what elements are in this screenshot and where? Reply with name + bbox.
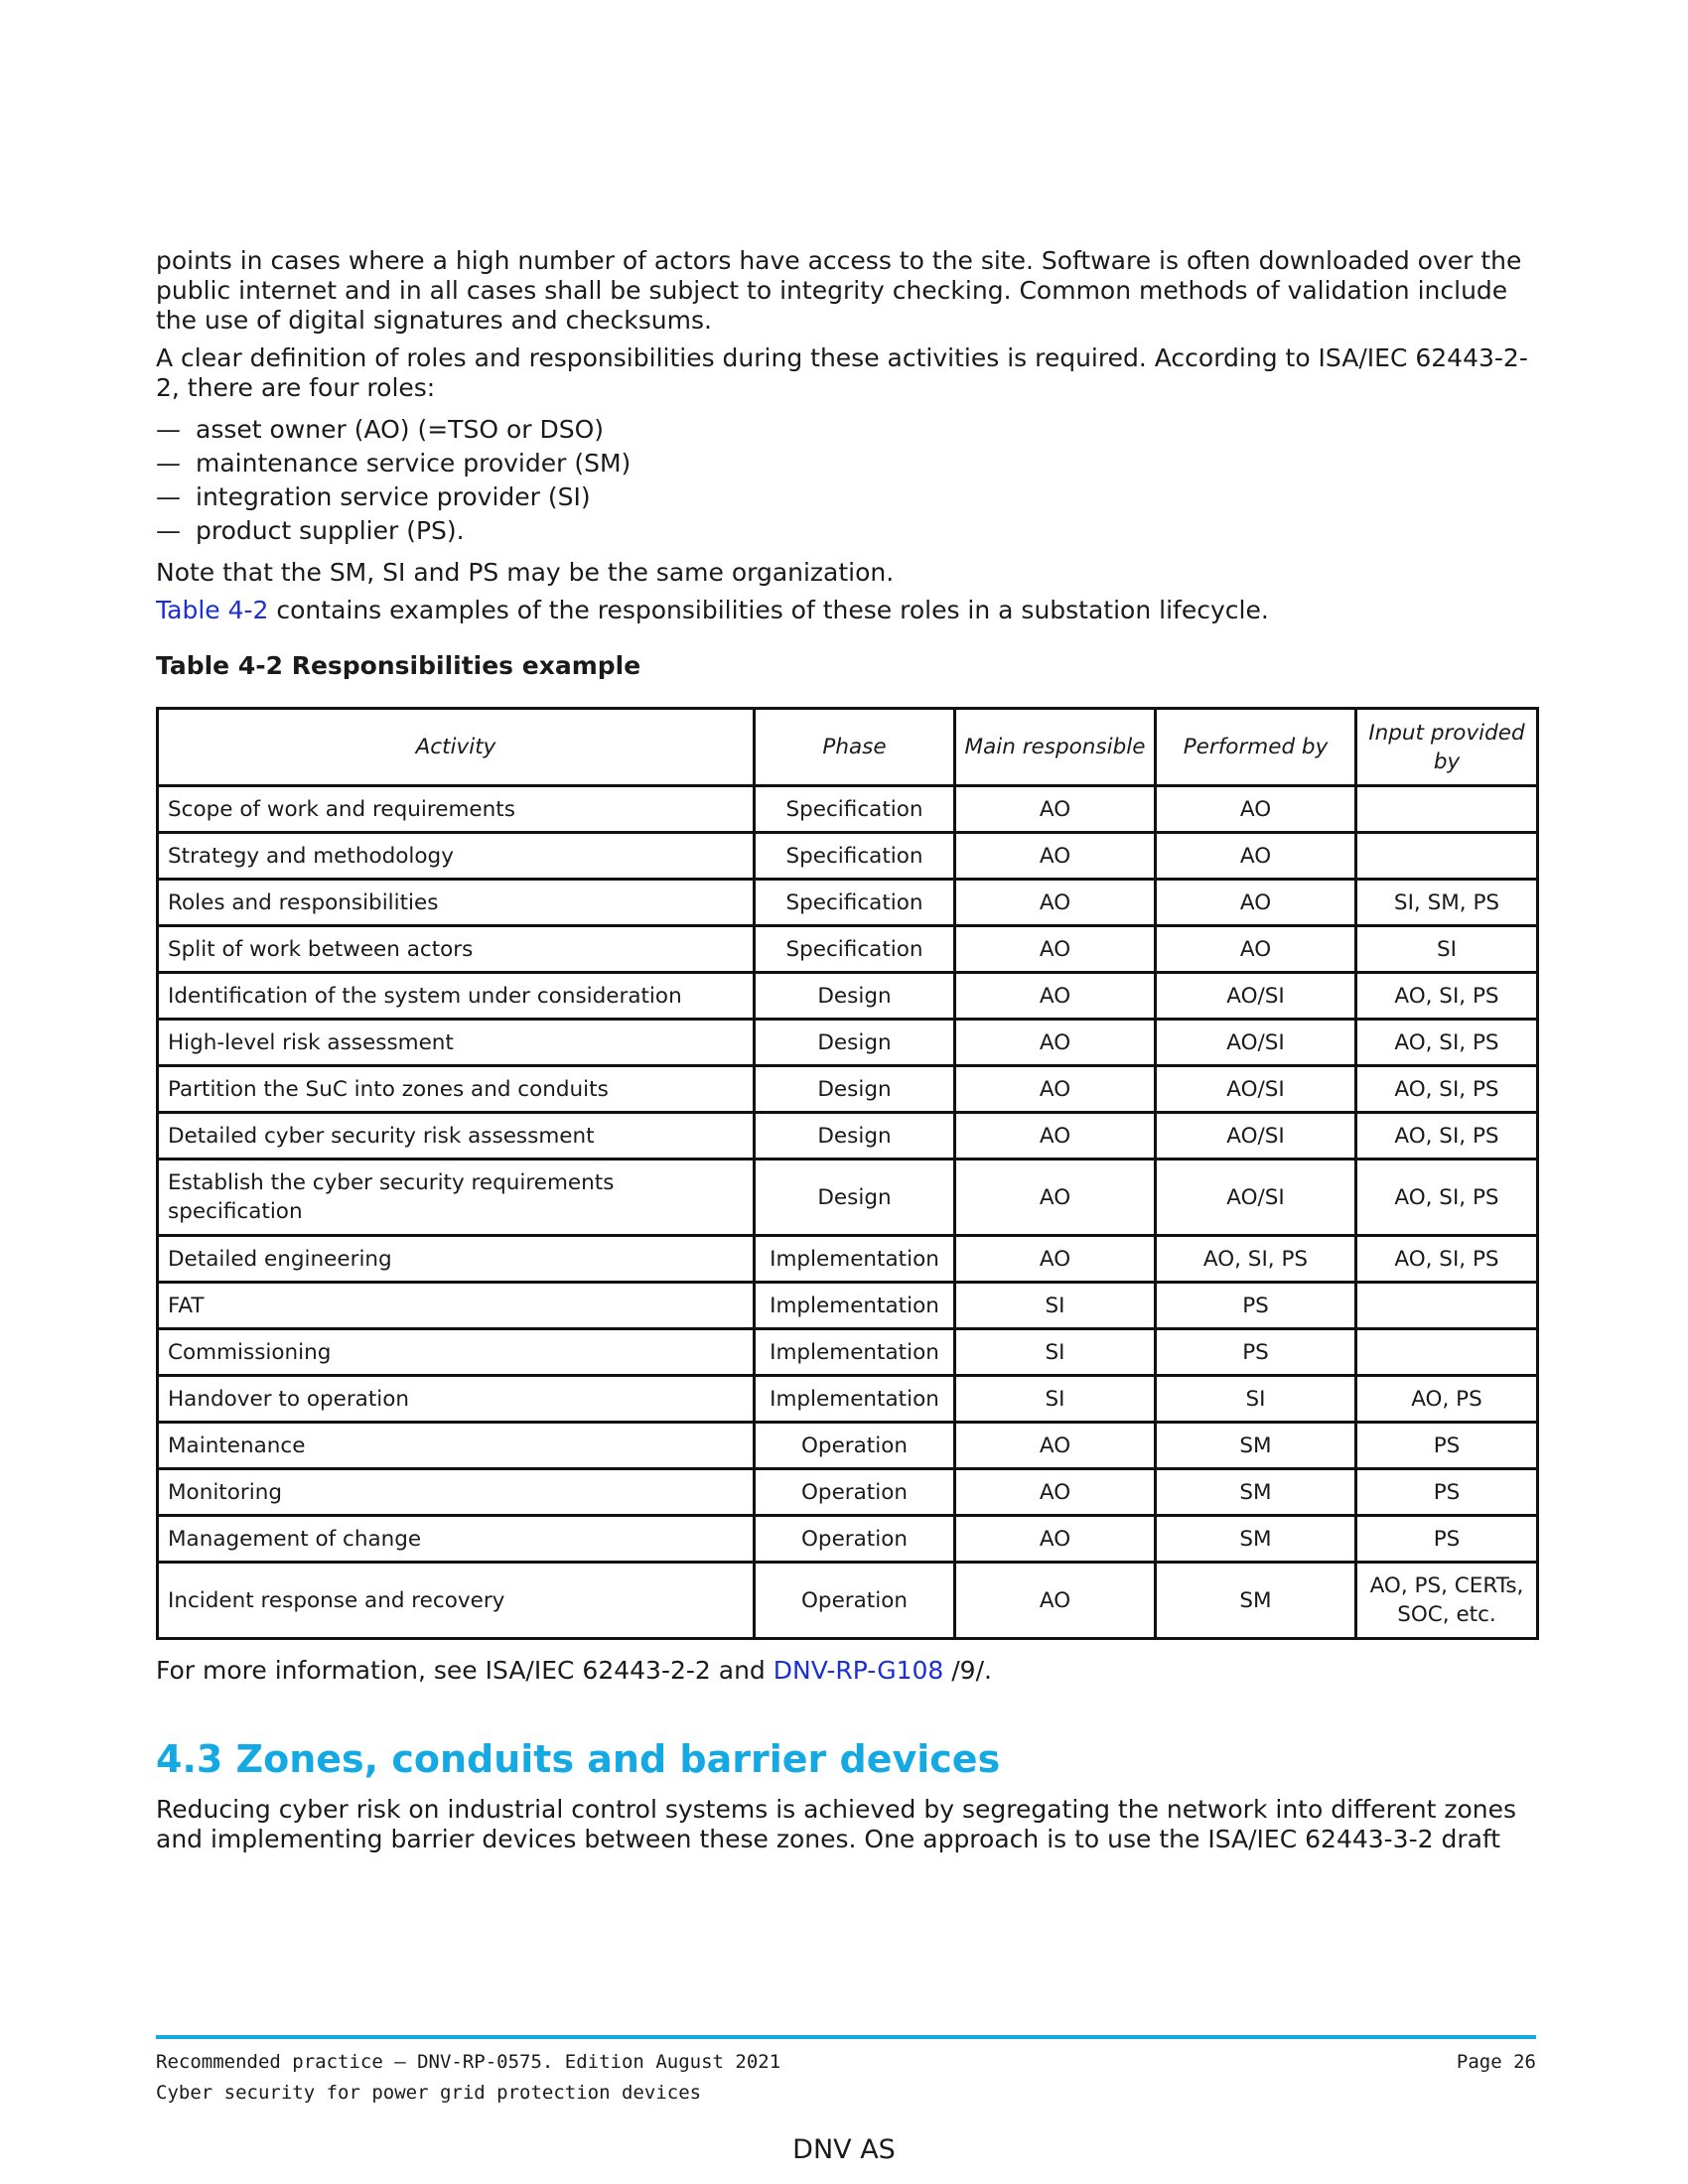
dash-bullet: — xyxy=(156,482,181,511)
cell-input-provided-by: AO, SI, PS xyxy=(1356,1066,1538,1113)
cell-activity: High-level risk assessment xyxy=(158,1020,755,1066)
cell-performed-by: AO xyxy=(1156,880,1356,926)
cell-input-provided-by: AO, SI, PS xyxy=(1356,973,1538,1020)
cell-main-responsible: AO xyxy=(955,880,1156,926)
footer-divider xyxy=(156,2035,1536,2039)
intro-paragraph: points in cases where a high number of actors have access to the site. Software is often downloaded over the public internet and in all cases shall be subject to integrity checking. Common methods of validation include the use of digital signatures and checksums. xyxy=(156,246,1522,335)
cell-input-provided-by: AO, SI, PS xyxy=(1356,1236,1538,1283)
roles-list xyxy=(156,413,1536,548)
cell-main-responsible: AO xyxy=(955,1563,1156,1639)
cell-main-responsible: AO xyxy=(955,973,1156,1020)
cell-performed-by: SM xyxy=(1156,1469,1356,1516)
cell-phase: Operation xyxy=(755,1423,955,1469)
cell-performed-by: PS xyxy=(1156,1283,1356,1329)
footer-subtitle: Cyber security for power grid protection devices xyxy=(156,2082,702,2104)
cell-phase: Operation xyxy=(755,1469,955,1516)
note-paragraph: Note that the SM, SI and PS may be the same organization. xyxy=(156,558,895,587)
cell-input-provided-by: PS xyxy=(1356,1469,1538,1516)
cell-activity: Incident response and recovery xyxy=(158,1563,755,1639)
cell-performed-by: AO xyxy=(1156,833,1356,880)
footer-document-title: Recommended practice — DNV-RP-0575. Edition August 2021 xyxy=(156,2051,781,2073)
cell-activity: Identification of the system under consideration xyxy=(158,973,755,1020)
dnv-rp-g108-link[interactable]: DNV-RP-G108 xyxy=(773,1656,944,1685)
cell-performed-by: AO xyxy=(1156,786,1356,833)
table-reference-text: contains examples of the responsibilities of these roles in a substation lifecycle. xyxy=(268,596,1269,624)
cell-performed-by: AO/SI xyxy=(1156,1113,1356,1160)
cell-activity: Roles and responsibilities xyxy=(158,880,755,926)
cell-performed-by: SI xyxy=(1156,1376,1356,1423)
cell-activity: Scope of work and requirements xyxy=(158,786,755,833)
cell-main-responsible: AO xyxy=(955,1516,1156,1563)
table-row xyxy=(158,1160,1538,1236)
cell-phase: Specification xyxy=(755,833,955,880)
table-row xyxy=(158,833,1538,880)
cell-input-provided-by xyxy=(1356,1329,1538,1376)
footer-page-number: Page 26 xyxy=(1456,2051,1536,2073)
cell-performed-by: AO, SI, PS xyxy=(1156,1236,1356,1283)
cell-phase: Implementation xyxy=(755,1283,955,1329)
page-footer xyxy=(156,2047,1536,2109)
page-content xyxy=(156,246,1536,1854)
table-row xyxy=(158,1516,1538,1563)
header-phase: Phase xyxy=(755,709,955,786)
header-performed-by: Performed by xyxy=(1156,709,1356,786)
cell-performed-by: AO/SI xyxy=(1156,1066,1356,1113)
table-row xyxy=(158,1329,1538,1376)
table-row xyxy=(158,786,1538,833)
list-item xyxy=(156,413,1536,447)
table-row xyxy=(158,1020,1538,1066)
cell-phase: Design xyxy=(755,1066,955,1113)
table-row xyxy=(158,1469,1538,1516)
cell-activity: Maintenance xyxy=(158,1423,755,1469)
roles-intro-paragraph: A clear definition of roles and responsibilities during these activities is required. According to ISA/IEC 62443-2-2, there are four roles: xyxy=(156,343,1528,402)
cell-main-responsible: AO xyxy=(955,1020,1156,1066)
table-row xyxy=(158,973,1538,1020)
cell-activity: Commissioning xyxy=(158,1329,755,1376)
cell-main-responsible: AO xyxy=(955,1423,1156,1469)
cell-input-provided-by: AO, PS xyxy=(1356,1376,1538,1423)
cell-input-provided-by: PS xyxy=(1356,1516,1538,1563)
cell-phase: Operation xyxy=(755,1563,955,1639)
header-input-provided-by: Input provided by xyxy=(1356,709,1538,786)
cell-phase: Operation xyxy=(755,1516,955,1563)
cell-main-responsible: SI xyxy=(955,1329,1156,1376)
dash-bullet: — xyxy=(156,415,181,444)
cell-phase: Design xyxy=(755,1113,955,1160)
company-name: DNV AS xyxy=(792,2134,896,2165)
cell-input-provided-by: SI, SM, PS xyxy=(1356,880,1538,926)
cell-activity: Strategy and methodology xyxy=(158,833,755,880)
table-reference-paragraph xyxy=(156,596,1536,625)
table-row xyxy=(158,1066,1538,1113)
section-heading: 4.3 Zones, conduits and barrier devices xyxy=(156,1737,1001,1781)
list-item xyxy=(156,514,1536,548)
table-row xyxy=(158,1113,1538,1160)
cell-input-provided-by: AO, SI, PS xyxy=(1356,1113,1538,1160)
cell-input-provided-by: SI xyxy=(1356,926,1538,973)
section-paragraph: Reducing cyber risk on industrial control systems is achieved by segregating the network into different zones and implementing barrier devices between these zones. One approach is to use the ISA/IEC 62443-3-2 draft xyxy=(156,1795,1517,1853)
cell-main-responsible: AO xyxy=(955,1469,1156,1516)
cell-input-provided-by: AO, PS, CERTs, SOC, etc. xyxy=(1356,1563,1538,1639)
cell-input-provided-by: AO, SI, PS xyxy=(1356,1160,1538,1236)
role-text: asset owner (AO) (=TSO or DSO) xyxy=(196,415,605,444)
cell-activity: Handover to operation xyxy=(158,1376,755,1423)
cell-activity: FAT xyxy=(158,1283,755,1329)
cell-activity: Partition the SuC into zones and conduits xyxy=(158,1066,755,1113)
responsibilities-table xyxy=(156,707,1539,1640)
cell-main-responsible: SI xyxy=(955,1376,1156,1423)
more-info-paragraph xyxy=(156,1656,1536,1686)
cell-main-responsible: AO xyxy=(955,1066,1156,1113)
table-row xyxy=(158,1376,1538,1423)
cell-phase: Implementation xyxy=(755,1376,955,1423)
table-row xyxy=(158,1563,1538,1639)
cell-activity: Detailed engineering xyxy=(158,1236,755,1283)
cell-main-responsible: AO xyxy=(955,1113,1156,1160)
more-info-prefix: For more information, see ISA/IEC 62443-2-2 and xyxy=(156,1656,774,1685)
list-item xyxy=(156,480,1536,514)
cell-input-provided-by xyxy=(1356,786,1538,833)
table-row xyxy=(158,1423,1538,1469)
cell-performed-by: PS xyxy=(1156,1329,1356,1376)
list-item xyxy=(156,447,1536,480)
role-text: product supplier (PS). xyxy=(196,516,465,545)
cell-activity: Monitoring xyxy=(158,1469,755,1516)
cell-phase: Design xyxy=(755,973,955,1020)
table-row xyxy=(158,926,1538,973)
cell-phase: Specification xyxy=(755,786,955,833)
cell-main-responsible: AO xyxy=(955,1160,1156,1236)
cell-performed-by: AO/SI xyxy=(1156,973,1356,1020)
cell-performed-by: AO/SI xyxy=(1156,1020,1356,1066)
header-main-responsible: Main responsible xyxy=(955,709,1156,786)
cell-input-provided-by: AO, SI, PS xyxy=(1356,1020,1538,1066)
cell-activity: Detailed cyber security risk assessment xyxy=(158,1113,755,1160)
header-activity: Activity xyxy=(158,709,755,786)
cell-input-provided-by xyxy=(1356,1283,1538,1329)
cell-input-provided-by xyxy=(1356,833,1538,880)
role-text: maintenance service provider (SM) xyxy=(196,449,632,478)
cell-activity: Establish the cyber security requirements specification xyxy=(158,1160,755,1236)
dash-bullet: — xyxy=(156,516,181,545)
cell-activity: Split of work between actors xyxy=(158,926,755,973)
cell-main-responsible: AO xyxy=(955,833,1156,880)
cell-main-responsible: AO xyxy=(955,926,1156,973)
cell-main-responsible: SI xyxy=(955,1283,1156,1329)
cell-phase: Implementation xyxy=(755,1329,955,1376)
table-4-2-link[interactable]: Table 4-2 xyxy=(156,596,269,624)
dash-bullet: — xyxy=(156,449,181,478)
cell-phase: Specification xyxy=(755,926,955,973)
more-info-suffix: /9/. xyxy=(943,1656,992,1685)
cell-phase: Implementation xyxy=(755,1236,955,1283)
cell-phase: Design xyxy=(755,1160,955,1236)
cell-performed-by: SM xyxy=(1156,1423,1356,1469)
role-text: integration service provider (SI) xyxy=(196,482,591,511)
cell-performed-by: SM xyxy=(1156,1516,1356,1563)
cell-phase: Specification xyxy=(755,880,955,926)
cell-phase: Design xyxy=(755,1020,955,1066)
table-caption: Table 4-2 Responsibilities example xyxy=(156,651,641,680)
cell-input-provided-by: PS xyxy=(1356,1423,1538,1469)
table-row xyxy=(158,1236,1538,1283)
cell-activity: Management of change xyxy=(158,1516,755,1563)
table-row xyxy=(158,880,1538,926)
cell-performed-by: AO/SI xyxy=(1156,1160,1356,1236)
cell-main-responsible: AO xyxy=(955,786,1156,833)
cell-performed-by: AO xyxy=(1156,926,1356,973)
cell-performed-by: SM xyxy=(1156,1563,1356,1639)
table-header-row xyxy=(158,709,1538,786)
table-row xyxy=(158,1283,1538,1329)
cell-main-responsible: AO xyxy=(955,1236,1156,1283)
